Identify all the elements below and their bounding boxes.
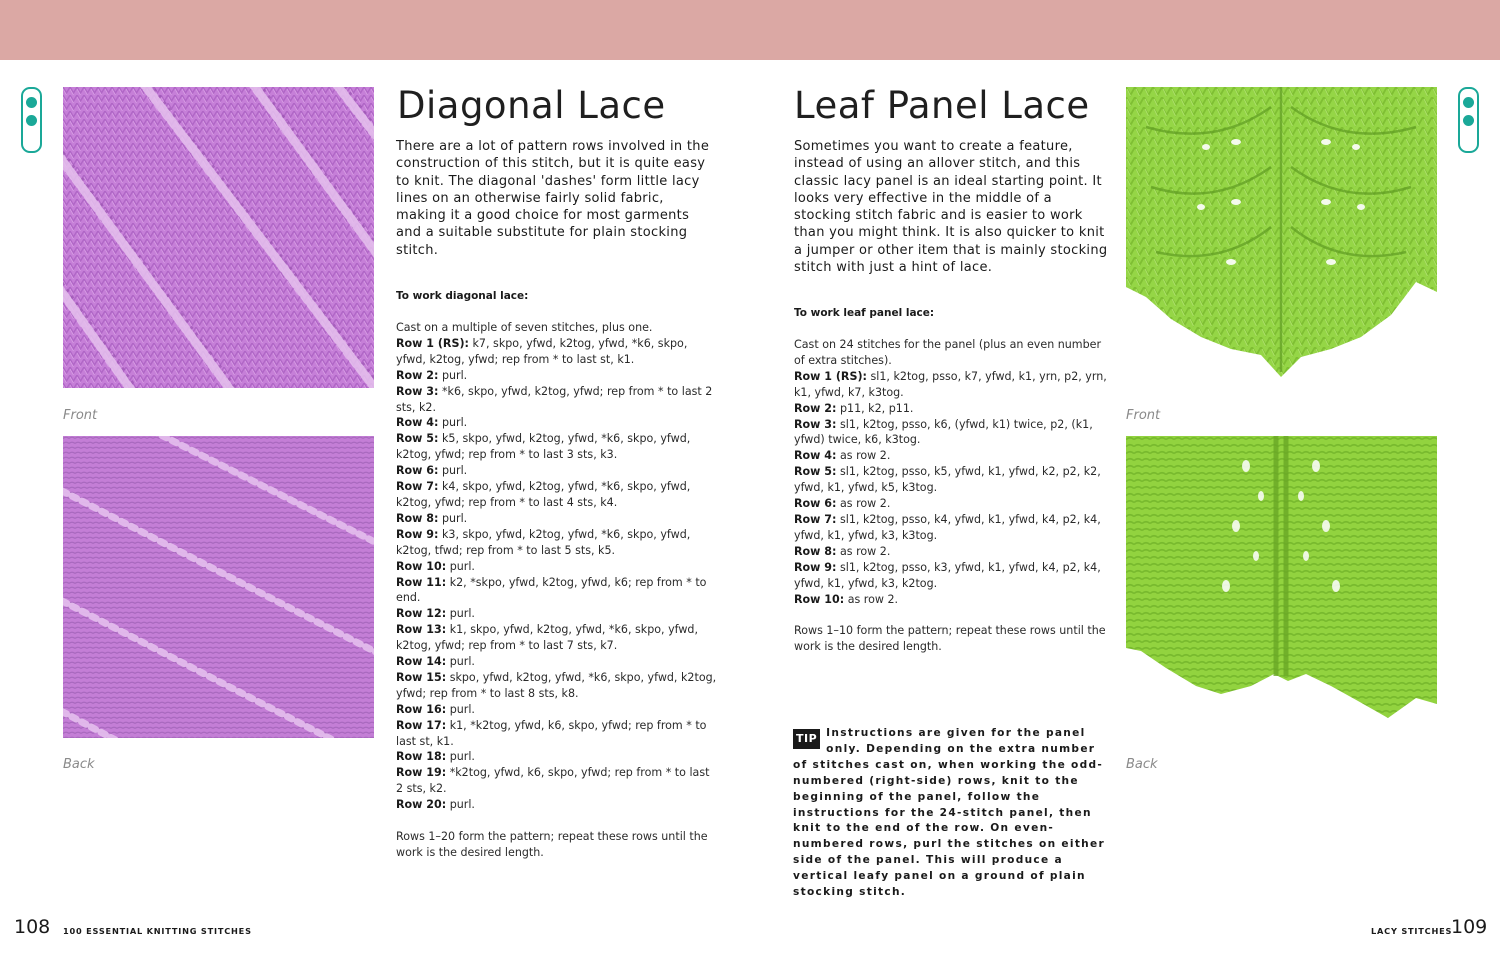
intro-paragraph: Sometimes you want to create a feature, instead of using an allover stitch, and this classic lacy panel is an ideal starting point. It looks very effective in the middle of a stocking stitch fabric and is easier to work than you might think. It is also quicker to knit a jumper or other item that is mainly stocking stitch with just a hint of lace.: [794, 139, 1108, 276]
row-label: Row 19:: [396, 766, 447, 780]
page-number-right: 109: [1451, 916, 1488, 938]
instruction-row: [396, 622, 718, 654]
row-label: Row 14:: [396, 655, 447, 669]
row-label: Row 5:: [794, 465, 837, 479]
instruction-row: [794, 401, 1112, 417]
row-text: sl1, k2tog, psso, k4, yfwd, k1, yfwd, k4, p2, k4, yfwd, k1, yfwd, k3, k3tog.: [794, 512, 1101, 542]
tip-badge: TIP: [793, 729, 820, 749]
row-text: as row 2.: [847, 592, 899, 606]
row-label: Row 17:: [396, 718, 447, 732]
back-caption: Back: [1126, 757, 1158, 772]
instruction-row: [396, 654, 718, 670]
row-text: sl1, k2tog, psso, k6, (yfwd, k1) twice, p2, (k1, yfwd) twice, k6, k3tog.: [794, 417, 1093, 447]
row-text: purl.: [449, 559, 475, 573]
row-label: Row 7:: [794, 512, 837, 526]
cast-on-text: Cast on a multiple of seven stitches, plus one.: [396, 321, 653, 334]
row-text: sl1, k2tog, psso, k5, yfwd, k1, yfwd, k2, p2, k2, yfwd, k1, yfwd, k5, k3tog.: [794, 465, 1101, 495]
instruction-row: [396, 336, 718, 368]
row-text: purl.: [441, 511, 468, 525]
running-head-left: 100 ESSENTIAL KNITTING STITCHES: [63, 926, 252, 936]
page-number-left: 108: [14, 916, 51, 938]
row-text: purl.: [449, 798, 475, 812]
row-label: Row 7:: [396, 480, 439, 494]
instruction-row: [794, 544, 1112, 560]
instructions-heading: To work leaf panel lace:: [794, 307, 935, 319]
intro-paragraph: There are a lot of pattern rows involved in the construction of this stitch, but it is quite easy to knit. The diagonal 'dashes' form little lacy lines on an otherwise fairly solid fabric, making it a good choice for most garments and a suitable substitute for plain stocking stitch.: [396, 139, 710, 258]
instruction-row: [396, 511, 718, 527]
instruction-row: [794, 448, 1112, 464]
tab-dot-icon: [26, 115, 37, 126]
instruction-row: [794, 369, 1112, 401]
diagonal-lace-back-photo: [63, 436, 374, 738]
row-text: as row 2.: [839, 449, 891, 463]
row-list: [396, 336, 718, 813]
row-label: Row 11:: [396, 575, 447, 589]
row-text: p11, k2, p11.: [839, 401, 914, 415]
instruction-row: [396, 368, 718, 384]
section-tab-right: [1458, 87, 1479, 153]
closing-text: Rows 1–20 form the pattern; repeat these rows until the work is the desired length.: [396, 830, 708, 859]
row-label: Row 10:: [794, 592, 845, 606]
row-label: Row 10:: [396, 559, 447, 573]
front-caption: Front: [63, 408, 98, 423]
instruction-row: [396, 431, 718, 463]
row-label: Row 8:: [396, 511, 439, 525]
instruction-row: [396, 527, 718, 559]
row-text: as row 2.: [839, 497, 891, 511]
instruction-row: [794, 560, 1112, 592]
tab-dot-icon: [1463, 115, 1474, 126]
tab-dot-icon: [1463, 97, 1474, 108]
row-text: purl.: [449, 607, 475, 621]
row-label: Row 2:: [794, 401, 837, 415]
row-label: Row 16:: [396, 702, 447, 716]
instruction-row: [396, 765, 718, 797]
row-label: Row 9:: [794, 560, 837, 574]
row-text: as row 2.: [839, 544, 891, 558]
section-tab-left: [21, 87, 42, 153]
instruction-row: [396, 670, 718, 702]
row-text: k1, skpo, yfwd, k2tog, yfwd, *k6, skpo, yfwd, k2tog, yfwd; rep from * to last 7 sts, k7.: [396, 623, 698, 653]
row-text: k7, skpo, yfwd, k2tog, yfwd, *k6, skpo, yfwd, k2tog, yfwd; rep from * to last st, k1.: [396, 336, 688, 366]
instruction-row: [396, 384, 718, 416]
instruction-row: [794, 464, 1112, 496]
row-text: sl1, k2tog, psso, k3, yfwd, k1, yfwd, k4, p2, k4, yfwd, k1, yfwd, k3, k2tog.: [794, 560, 1101, 590]
row-text: purl.: [441, 368, 468, 382]
row-label: Row 3:: [794, 417, 837, 431]
row-label: Row 12:: [396, 607, 447, 621]
instruction-row: [794, 512, 1112, 544]
instruction-row: [396, 415, 718, 431]
row-label: Row 15:: [396, 670, 447, 684]
row-label: Row 1 (RS):: [794, 369, 867, 383]
page-title: Diagonal Lace: [397, 84, 666, 127]
row-text: *k2tog, yfwd, k6, skpo, yfwd; rep from * to last 2 sts, k2.: [396, 766, 710, 796]
back-caption: Back: [63, 757, 95, 772]
instruction-row: [396, 575, 718, 607]
row-text: purl.: [441, 464, 468, 478]
header-band: [0, 0, 1500, 60]
instruction-row: [396, 559, 718, 575]
instruction-row: [794, 496, 1112, 512]
row-text: purl.: [449, 655, 475, 669]
page-title: Leaf Panel Lace: [794, 84, 1090, 127]
row-label: Row 4:: [794, 449, 837, 463]
instructions-heading: To work diagonal lace:: [396, 290, 529, 302]
row-label: Row 3:: [396, 384, 439, 398]
front-caption: Front: [1126, 408, 1161, 423]
row-label: Row 8:: [794, 544, 837, 558]
row-text: purl.: [449, 702, 475, 716]
row-label: Row 1 (RS):: [396, 336, 469, 350]
pattern-instructions: [396, 320, 718, 861]
row-label: Row 13:: [396, 623, 447, 637]
row-text: purl.: [449, 750, 475, 764]
instruction-row: [396, 797, 718, 813]
cast-on-text: Cast on 24 stitches for the panel (plus an even number of extra stitches).: [794, 338, 1102, 367]
row-text: k4, skpo, yfwd, k2tog, yfwd, *k6, skpo, yfwd, k2tog, yfwd; rep from * to last 4 sts, k4.: [396, 480, 691, 509]
row-text: k1, *k2tog, yfwd, k6, skpo, yfwd; rep from * to last st, k1.: [396, 718, 707, 748]
diagonal-lace-front-photo: [63, 87, 374, 388]
leaf-panel-front-photo: [1126, 87, 1437, 377]
row-text: k3, skpo, yfwd, k2tog, yfwd, *k6, skpo, yfwd, k2tog, tfwd; rep from * to last 5 sts, k5.: [396, 527, 691, 557]
instruction-row: [396, 749, 718, 765]
row-label: Row 6:: [794, 497, 837, 511]
row-list: [794, 369, 1112, 608]
row-label: Row 2:: [396, 368, 439, 382]
instruction-row: [396, 606, 718, 622]
tip-text: Instructions are given for the panel only. Depending on the extra number of stitches cast on, when working the odd-numbered (right-side) rows, knit to the beginning of the panel, follow the instructions for the 24-stitch panel, then knit to the end of the row. On even-numbered rows, purl the stitches on either side of the panel. This will produce a vertical leafy panel on a ground of plain stocking stitch.: [793, 727, 1106, 899]
tab-dot-icon: [26, 97, 37, 108]
instruction-row: [396, 479, 718, 511]
row-text: sl1, k2tog, psso, k7, yfwd, k1, yrn, p2, yrn, k1, yfwd, k7, k3tog.: [794, 369, 1107, 399]
tip-box: [793, 726, 1111, 901]
row-label: Row 5:: [396, 432, 439, 446]
row-label: Row 18:: [396, 750, 447, 764]
closing-text: Rows 1–10 form the pattern; repeat these rows until the work is the desired length.: [794, 624, 1106, 654]
instruction-row: [794, 592, 1112, 608]
instruction-row: [396, 718, 718, 750]
leaf-panel-back-photo: [1126, 436, 1437, 723]
row-label: Row 20:: [396, 798, 447, 812]
row-text: purl.: [441, 416, 468, 430]
instruction-row: [396, 463, 718, 479]
row-label: Row 9:: [396, 527, 439, 541]
pattern-instructions: [794, 337, 1112, 655]
instruction-row: [794, 417, 1112, 449]
row-text: skpo, yfwd, k2tog, yfwd, *k6, skpo, yfwd, k2tog, yfwd; rep from * to last 8 sts, k8.: [396, 670, 717, 700]
row-text: k2, *skpo, yfwd, k2tog, yfwd, k6; rep from * to end.: [396, 575, 707, 605]
instruction-row: [396, 702, 718, 718]
row-text: *k6, skpo, yfwd, k2tog, yfwd; rep from * to last 2 sts, k2.: [396, 384, 713, 414]
running-head-right: LACY STITCHES: [1371, 926, 1453, 936]
row-label: Row 4:: [396, 416, 439, 430]
row-text: k5, skpo, yfwd, k2tog, yfwd, *k6, skpo, yfwd, k2tog, yfwd; rep from * to last 3 sts, k3.: [396, 432, 691, 462]
row-label: Row 6:: [396, 464, 439, 478]
